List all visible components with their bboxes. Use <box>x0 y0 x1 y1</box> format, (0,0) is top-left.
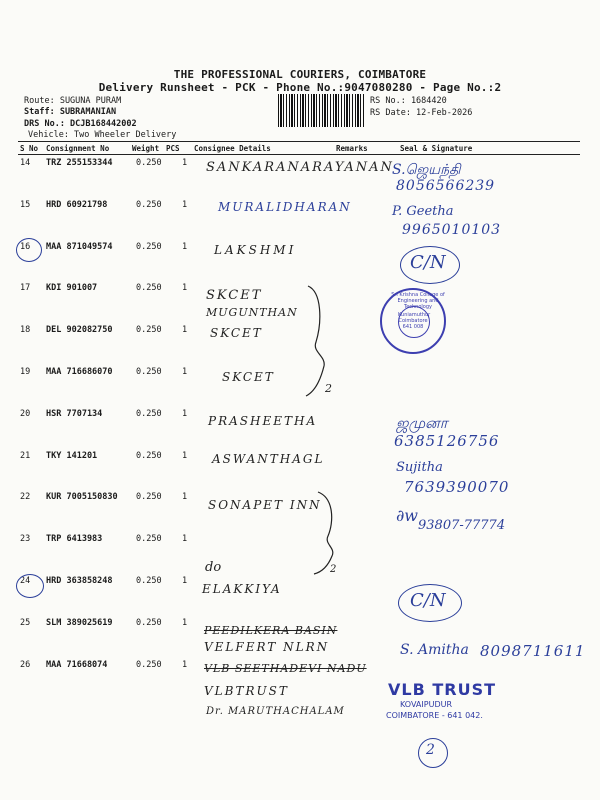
row24-consignee: ELAKKIYA <box>202 582 282 596</box>
row-consignment: MAA 871049574 <box>46 241 113 252</box>
row-sno: 24 <box>20 576 31 586</box>
row21-consignee: ASWANTHAGL <box>212 452 325 466</box>
row-weight: 0.250 <box>136 283 162 294</box>
row-consignment: SLM 389025619 <box>46 617 113 628</box>
row-consignment: KDI 901007 <box>46 283 98 294</box>
runsheet-title: Delivery Runsheet - PCK - Phone No.:9047080280 - Page No.:2 <box>98 81 502 94</box>
row17-consignee: SKCET <box>206 288 263 303</box>
rs-number: RS No.: 1684420 <box>370 96 447 106</box>
row-pcs: 1 <box>182 534 188 545</box>
row-pcs: 1 <box>182 617 188 628</box>
col-sno: S No <box>20 144 39 153</box>
row-pcs: 1 <box>182 158 188 168</box>
col-consignee: Consignee Details <box>194 144 271 153</box>
col-seal: Seal & Signature <box>400 144 473 153</box>
row-consignment: HSR 7707134 <box>46 408 103 419</box>
row-consignment: DEL 902082750 <box>46 325 113 336</box>
row-sno: 14 <box>20 158 31 168</box>
staff-label: Staff: SUBRAMANIAN <box>24 107 117 117</box>
row-pcs: 1 <box>182 199 188 210</box>
row24-sno-circle <box>16 574 44 598</box>
row-sno: 21 <box>20 450 31 461</box>
col-weight: Weight <box>132 144 160 153</box>
drs-label: DRS No.: DCJB168442002 <box>24 119 137 129</box>
vlb-stamp-line1: KOVAIPUDUR <box>400 700 453 709</box>
row16-cln: C/N <box>410 252 446 273</box>
row-weight: 0.250 <box>136 659 162 670</box>
row20-signature: ஜமுனா <box>396 414 448 432</box>
row-weight: 0.250 <box>136 408 162 419</box>
row-pcs: 1 <box>182 325 188 336</box>
row-consignment: HRD 60921798 <box>46 199 108 210</box>
row-pcs: 1 <box>182 408 188 419</box>
row26-struck-text: VLB SEETHADEVI NADU <box>204 662 367 675</box>
row-weight: 0.250 <box>136 576 162 586</box>
row15-phone: 9965010103 <box>402 222 502 238</box>
row-weight: 0.250 <box>136 450 162 461</box>
row-sno: 15 <box>20 199 31 210</box>
row23-ditto: do <box>205 560 222 575</box>
col-consignment: Consignment No <box>46 144 110 153</box>
row26-consignee: VLBTRUST <box>204 684 289 698</box>
row-pcs: 1 <box>182 576 188 586</box>
vehicle-label: Vehicle: Two Wheeler Delivery <box>28 130 177 140</box>
row22-signature-mark: ∂w <box>396 506 418 525</box>
row-sno: 16 <box>20 241 31 252</box>
row-sno: 20 <box>20 408 31 419</box>
row16-consignee: LAKSHMI <box>214 243 297 257</box>
row-pcs: 1 <box>182 492 188 503</box>
row25-consignee: VELFERT NLRN <box>204 640 330 654</box>
row-pcs: 1 <box>182 283 188 294</box>
row14-signature: S.ஜெயந்தி <box>392 162 461 178</box>
row-sno: 19 <box>20 367 31 377</box>
row14-consignee: SANKARANARAYANAN <box>206 160 394 175</box>
row-weight: 0.250 <box>136 534 162 545</box>
row-weight: 0.250 <box>136 492 162 503</box>
brace-mark-17-19 <box>300 282 340 402</box>
row14-phone: 8056566239 <box>396 178 496 194</box>
col-remarks: Remarks <box>336 144 368 153</box>
row25-struck-text: PEEDILKERA BASIN <box>204 624 338 637</box>
row26-consignee-2: Dr. MARUTHACHALAM <box>206 706 345 717</box>
row-pcs: 1 <box>182 241 188 252</box>
row22-consignee: SONAPET INN <box>208 498 322 512</box>
col-pcs: PCS <box>166 144 180 153</box>
row15-consignee: MURALIDHARAN <box>218 200 352 214</box>
row26-mark: 2 <box>426 742 435 758</box>
row23-mark: 2 <box>330 564 337 575</box>
row-consignment: MAA 71668074 <box>46 659 108 670</box>
row-pcs: 1 <box>182 659 188 670</box>
row-weight: 0.250 <box>136 241 162 252</box>
table-header-rule <box>18 154 580 155</box>
row-pcs: 1 <box>182 450 188 461</box>
row-sno: 26 <box>20 659 31 670</box>
rs-date: RS Date: 12-Feb-2026 <box>370 108 473 118</box>
row16-sno-circle <box>16 238 42 262</box>
row-sno: 23 <box>20 534 31 545</box>
vlb-trust-stamp: VLB TRUST <box>388 680 497 699</box>
barcode <box>278 94 366 127</box>
vlb-stamp-line2: COIMBATORE - 641 042. <box>386 711 483 720</box>
row-weight: 0.250 <box>136 617 162 628</box>
row-weight: 0.250 <box>136 158 162 168</box>
seal-ring-text: Sri Krishna College of Engineering and Technology <box>391 292 445 310</box>
row15-signature: P. Geetha <box>392 204 454 219</box>
row-consignment: KUR 7005150830 <box>46 492 118 503</box>
table-top-rule <box>18 141 580 142</box>
row21-phone: 7639390070 <box>404 478 510 496</box>
row19-mark: 2 <box>325 382 332 395</box>
row-weight: 0.250 <box>136 367 162 377</box>
row-sno: 25 <box>20 617 31 628</box>
seal-center-text: Kuniamuthur Coimbatore 641 008 <box>398 312 431 330</box>
row20-phone: 6385126756 <box>394 432 500 450</box>
row17-consignee-2: MUGUNTHAN <box>206 306 298 319</box>
row25-phone: 8098711611 <box>480 642 586 660</box>
row-consignment: TRP 6413983 <box>46 534 103 545</box>
row-sno: 22 <box>20 492 31 503</box>
route-label: Route: SUGUNA PURAM <box>24 96 122 106</box>
row-sno: 18 <box>20 325 31 336</box>
row-weight: 0.250 <box>136 199 162 210</box>
row18-consignee: SKCET <box>210 326 263 340</box>
row21-signature: Sujitha <box>396 460 443 475</box>
row20-consignee: PRASHEETHA <box>208 414 318 428</box>
row-consignment: MAA 716686070 <box>46 367 113 377</box>
row-sno: 17 <box>20 283 31 294</box>
row25-signature: S. Amitha <box>400 642 469 658</box>
row-consignment: TKY 141201 <box>46 450 98 461</box>
row-weight: 0.250 <box>136 325 162 336</box>
row-consignment: TRZ 255153344 <box>46 158 113 168</box>
row24-cln: C/N <box>410 590 446 611</box>
company-title: THE PROFESSIONAL COURIERS, COIMBATORE <box>173 68 427 81</box>
row-consignment: HRD 363858248 <box>46 576 113 586</box>
row-pcs: 1 <box>182 367 188 377</box>
row19-consignee: SKCET <box>222 370 275 384</box>
row22-phone: 93807-77774 <box>418 518 506 533</box>
